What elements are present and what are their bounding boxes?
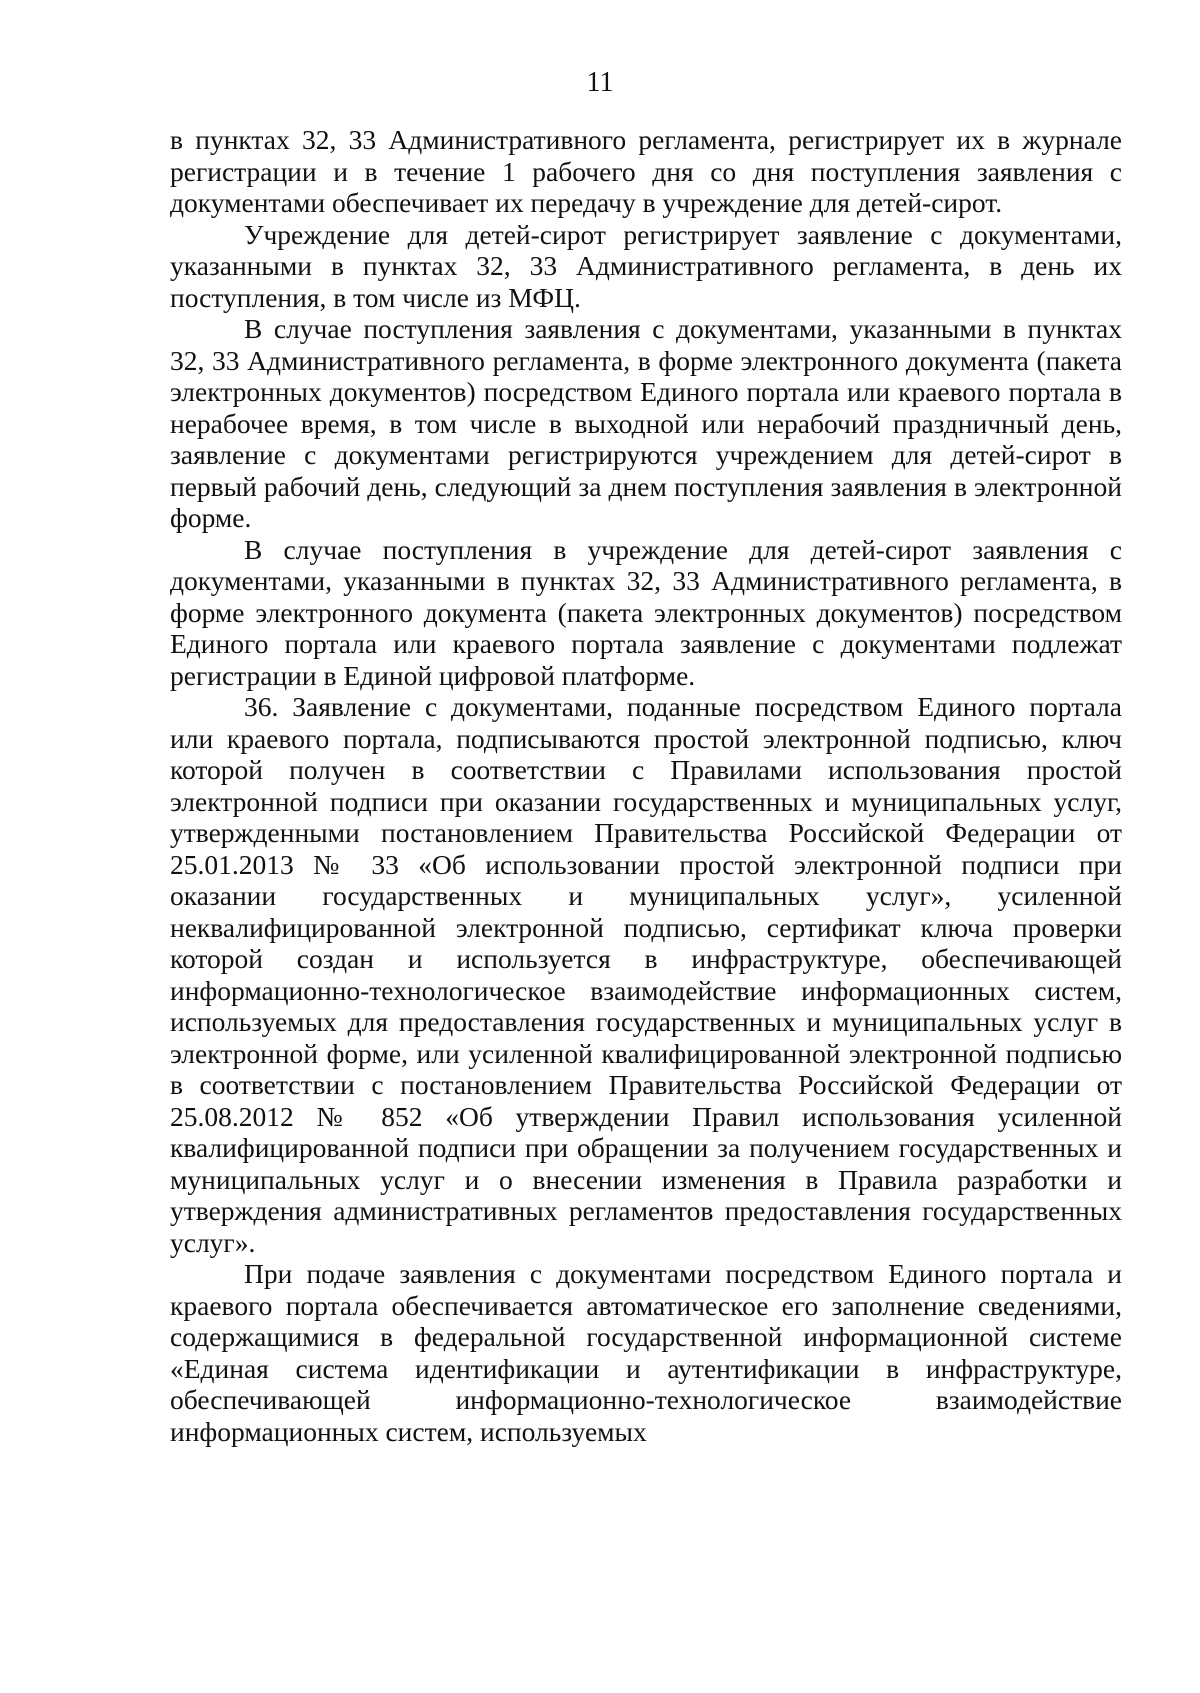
paragraph-auto-fill: При подаче заявления с документами посредством Единого портала и краевого портала обеспечивается автоматическое его заполнение сведениями, содержащимися в федеральной государственной информационной системе «Единая система идентификации и аутентификации в инфраструктуре, обеспечивающей информационно-технологическое взаимодействие информационных систем, используемых: [170, 1258, 1122, 1447]
paragraph-item-36: 36. Заявление с документами, поданные посредством Единого портала или краевого портала, подписываются простой электронной подписью, ключ которой получен в соответствии с Правилами использования простой электронной подписи при оказании государственных и муниципальных услуг, утвержденными постановлением Правительства Российской Федерации от 25.01.2013 № 33 «Об использовании простой электронной подписи при оказании государственных и муниципальных услуг», усиленной неквалифицированной электронной подписью, сертификат ключа проверки которой создан и используется в инфраструктуре, обеспечивающей информационно-технологическое взаимодействие информационных систем, используемых для предоставления государственных и муниципальных услуг в электронной форме, или усиленной квалифицированной электронной подписью в соответствии с постановлением Правительства Российской Федерации от 25.08.2012 № 852 «Об утверждении Правил использования усиленной квалифицированной подписи при обращении за получением государственных и муниципальных услуг и о внесении изменения в Правила разработки и утверждения административных регламентов предоставления государственных услуг».: [170, 691, 1122, 1258]
paragraph-digital-platform: В случае поступления в учреждение для детей-сирот заявления с документами, указанными в пунктах 32, 33 Административного регламента, в форме электронного документа (пакета электронных документов) посредством Единого портала или краевого портала заявление с документами подлежат регистрации в Единой цифровой платформе.: [170, 533, 1122, 691]
paragraph-registration: Учреждение для детей-сирот регистрирует заявление с документами, указанными в пунктах 32, 33 Административного регламента, в день их поступления, в том числе из МФЦ.: [170, 218, 1122, 313]
body-text: [170, 124, 1122, 1447]
page-number: 11: [586, 67, 614, 98]
paragraph-nonworking-time: В случае поступления заявления с документами, указанными в пунктах 32, 33 Административного регламента, в форме электронного документа (пакета электронных документов) посредством Единого портала или краевого портала в нерабочее время, в том числе в выходной или нерабочий праздничный день, заявление с документами регистрируются учреждением для детей-сирот в первый рабочий день, следующий за днем поступления заявления в электронной форме.: [170, 313, 1122, 533]
paragraph-continuation: в пунктах 32, 33 Административного регламента, регистрирует их в журнале регистрации и в течение 1 рабочего дня со дня поступления заявления с документами обеспечивает их передачу в учреждение для детей-сирот.: [170, 124, 1122, 218]
